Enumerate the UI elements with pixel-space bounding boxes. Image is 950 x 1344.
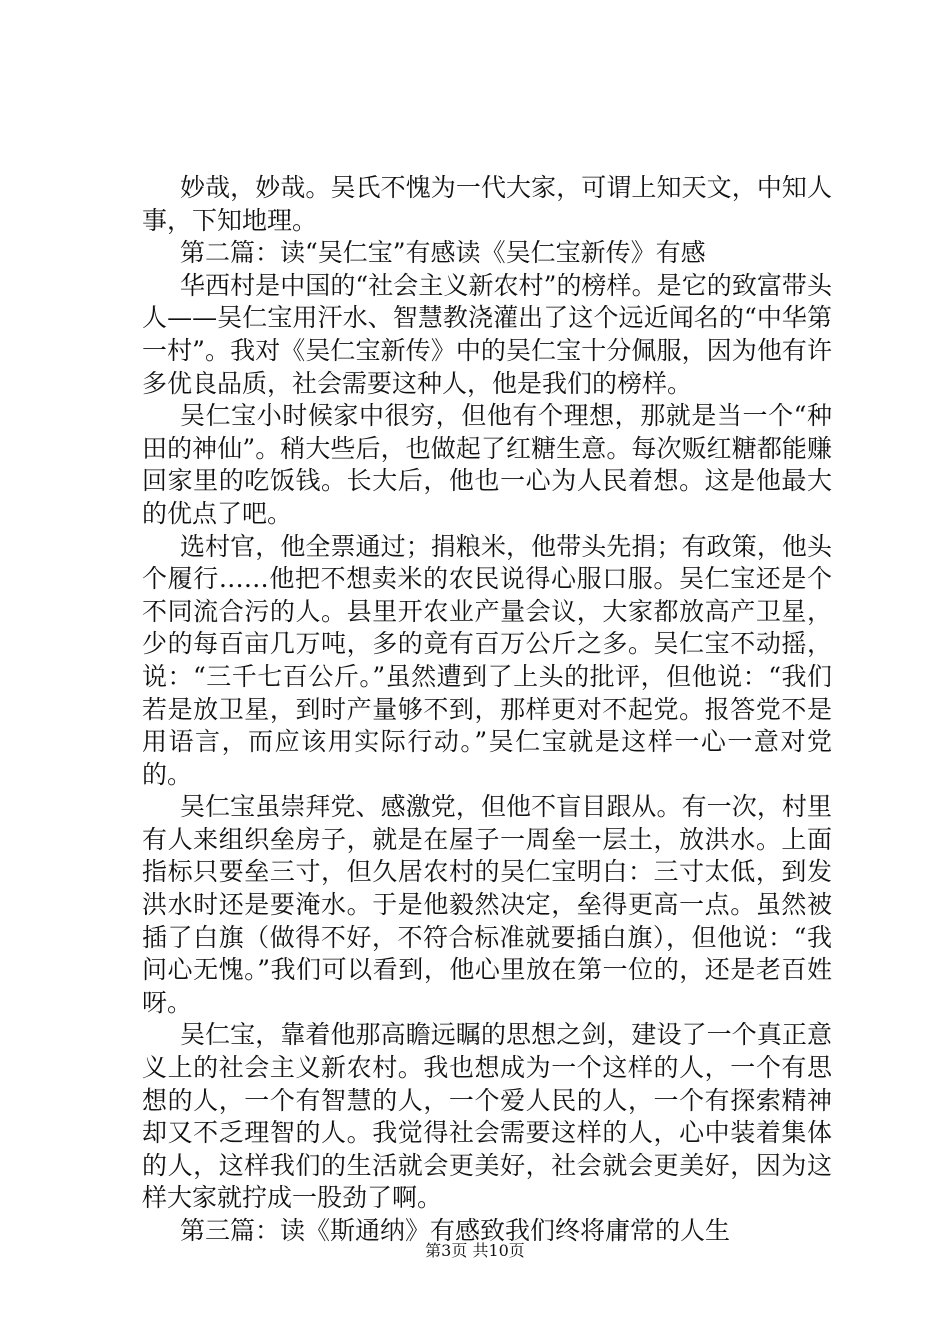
section-heading-2: 第二篇：读“吴仁宝”有感读《吴仁宝新传》有感 bbox=[180, 238, 706, 268]
page-number-footer: 第3页 共10页 bbox=[425, 1241, 525, 1260]
paragraph-intro-ending: 妙哉，妙哉。吴氏不愧为一代大家，可谓上知天文，中知人事，下知地理。 bbox=[142, 173, 832, 235]
paragraph-village-official: 选村官，他全票通过；捐粮米，他带头先捐；有政策，他头个履行……他把不想卖米的农民说得心服口服。吴仁宝还是个不同流合污的人。县里开农业产量会议，大家都放高产卫星，少的每百亩几万吨，多的竟有百万公斤之多。吴仁宝不动摇，说：“三千七百公斤。”虽然遭到了上头的批评，但他说：“我们若是放卫星，到时产量够不到，那样更对不起党。报答党不是用语言，而应该用实际行动。”吴仁宝就是这样一心一意对党的。 bbox=[142, 531, 832, 789]
document-body bbox=[142, 172, 832, 1248]
section-heading-3: 第三篇：读《斯通纳》有感致我们终将庸常的人生 bbox=[180, 1216, 731, 1245]
paragraph-flood-wall: 吴仁宝虽崇拜党、感激党，但他不盲目跟从。有一次，村里有人来组织垒房子，就是在屋子一周垒一层土，放洪水。上面指标只要垒三寸，但久居农村的吴仁宝明白：三寸太低，到发洪水时还是要淹水。于是他毅然决定，垒得更高一点。虽然被插了白旗（做得不好，不符合标准就要插白旗），但他说：“我问心无愧。”我们可以看到，他心里放在第一位的，还是老百姓呀。 bbox=[142, 792, 832, 1017]
paragraph-huaxi-village: 华西村是中国的“社会主义新农村”的榜样。是它的致富带头人——吴仁宝用汗水、智慧教浇灌出了这个远近闻名的“中华第一村”。我对《吴仁宝新传》中的吴仁宝十分佩服，因为他有许多优良品质，社会需要这种人，他是我们的榜样。 bbox=[142, 270, 832, 398]
paragraph-childhood: 吴仁宝小时候家中很穷，但他有个理想，那就是当一个“种田的神仙”。稍大些后，也做起了红糖生意。每次贩红糖都能赚回家里的吃饭钱。长大后，他也一心为人民着想。这是他最大的优点了吧。 bbox=[142, 401, 832, 528]
paragraph-conclusion: 吴仁宝，靠着他那高瞻远瞩的思想之剑，建设了一个真正意义上的社会主义新农村。我也想成为一个这样的人，一个有思想的人，一个有智慧的人，一个爱人民的人，一个有探索精神却又不乏理智的人。我觉得社会需要这样的人，心中装着集体的人，这样我们的生活就会更美好，社会就会更美好，因为这样大家就拧成一股劲了啊。 bbox=[142, 1020, 832, 1213]
